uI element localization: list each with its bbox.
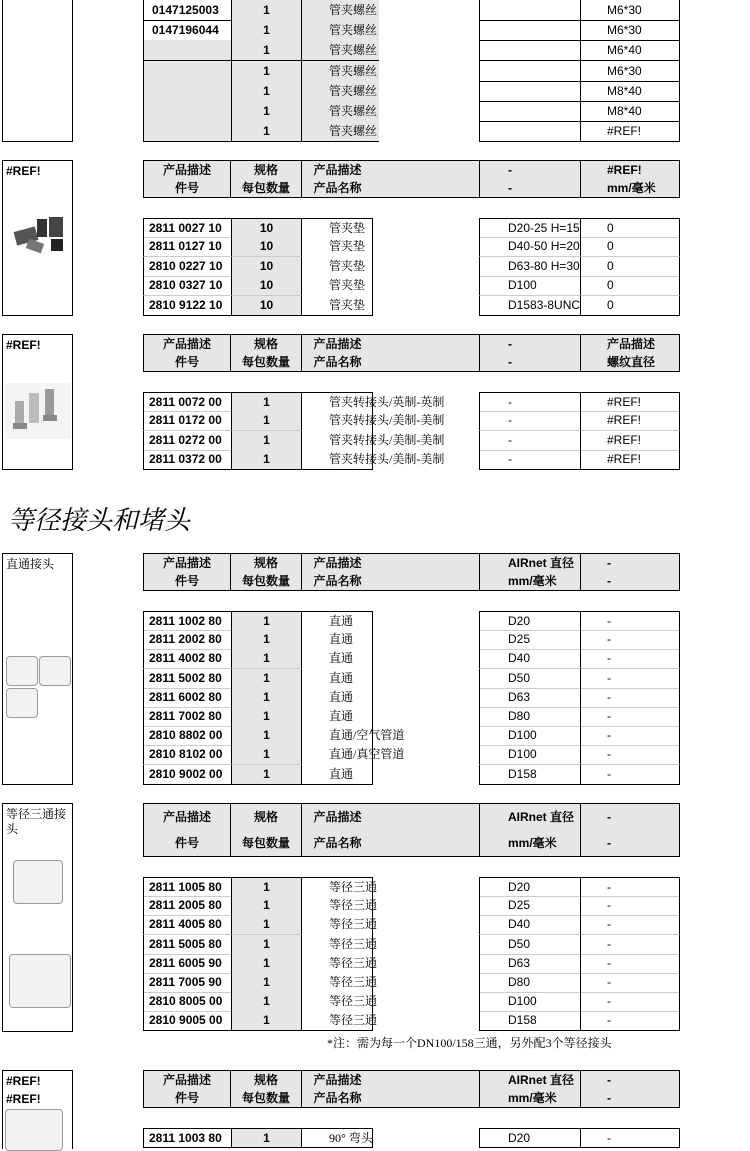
part-number-cell: 2811 7002 80 — [143, 707, 231, 727]
value-cell: - — [580, 896, 680, 916]
header-name: 产品名称 — [302, 572, 373, 591]
product-name-cell: 管夹转接头/美制-美制 — [302, 450, 373, 470]
header-name: 产品描述 — [302, 553, 373, 572]
diameter-cell: D63 — [479, 954, 580, 974]
product-name-cell: 管夹螺丝 — [302, 81, 379, 102]
product-name-cell: 管夹垫 — [302, 257, 373, 277]
header-name: 产品描述 — [302, 334, 373, 353]
part-number-cell: 2810 9002 00 — [143, 765, 231, 785]
part-number-cell: 2811 4005 80 — [143, 915, 231, 935]
diameter-cell: D158 — [479, 1011, 580, 1031]
diameter-cell: D40 — [479, 915, 580, 935]
blank-cell — [479, 40, 580, 61]
header-spec: 规格 — [231, 334, 302, 353]
header-part: 件号 — [143, 572, 231, 591]
product-name-cell: 等径三通 — [302, 973, 373, 993]
header-part: 件号 — [143, 830, 231, 857]
part-number-cell: 2811 7005 90 — [143, 973, 231, 993]
blank-cell — [479, 121, 580, 142]
header-value: 螺纹直径 — [580, 353, 680, 372]
value-cell: 0 — [580, 218, 680, 238]
quantity-cell: 1 — [231, 973, 302, 993]
diameter-cell: D20-25 H=15 — [479, 218, 580, 238]
pad-side-title: #REF! — [6, 164, 41, 178]
part-number-cell: 2811 0072 00 — [143, 392, 231, 412]
value-cell: - — [580, 745, 680, 765]
value-cell: - — [580, 611, 680, 631]
blank-cell — [479, 101, 580, 122]
header-value: 产品描述 — [580, 334, 680, 353]
spec-cell: M6*30 — [580, 20, 680, 41]
part-number-cell — [143, 121, 231, 142]
section-title: 等径接头和堵头 — [8, 506, 191, 535]
diameter-cell: D63 — [479, 688, 580, 708]
header-gap — [373, 353, 479, 372]
value-cell: - — [580, 973, 680, 993]
header-diameter: AIRnet 直径 — [479, 803, 580, 830]
header-spec: 每包数量 — [231, 1089, 302, 1108]
product-name-cell: 等径三通 — [302, 935, 373, 955]
adapter-side-title: #REF! — [6, 338, 41, 352]
diameter-cell: D100 — [479, 745, 580, 765]
elbow-image — [5, 1109, 63, 1151]
part-number-cell — [143, 61, 231, 82]
header-value: - — [580, 553, 680, 572]
value-cell: - — [580, 877, 680, 897]
value-cell: #REF! — [580, 431, 680, 451]
part-number-cell: 2811 2005 80 — [143, 896, 231, 916]
diameter-cell: D1583-8UNC — [479, 296, 580, 316]
quantity-cell: 1 — [231, 630, 302, 650]
product-name-cell: 管夹螺丝 — [302, 101, 379, 122]
diameter-cell: D20 — [479, 611, 580, 631]
quantity-cell: 1 — [231, 81, 302, 102]
product-name-cell: 管夹螺丝 — [302, 121, 379, 142]
header-value: - — [580, 572, 680, 591]
spec-cell: M6*30 — [580, 61, 680, 82]
quantity-cell: 1 — [231, 707, 302, 727]
spec-cell: #REF! — [580, 121, 680, 142]
value-cell: 0 — [580, 296, 680, 316]
header-part: 产品描述 — [143, 334, 231, 353]
diameter-cell: D20 — [479, 877, 580, 897]
quantity-cell: 1 — [231, 411, 302, 431]
quantity-cell: 1 — [231, 20, 302, 41]
value-cell: - — [580, 669, 680, 689]
clamp-adapter-image — [5, 383, 71, 439]
header-part: 件号 — [143, 179, 231, 198]
adapter-side-box — [2, 334, 73, 470]
part-number-cell — [143, 40, 231, 61]
part-number-cell — [143, 101, 231, 122]
diameter-cell: D20 — [479, 1128, 580, 1148]
value-cell: #REF! — [580, 450, 680, 470]
product-name-cell: 等径三通 — [302, 915, 373, 935]
header-gap — [373, 1089, 479, 1108]
value-cell: 0 — [580, 276, 680, 296]
quantity-cell: 1 — [231, 765, 302, 785]
elbow-side-title-2: #REF! — [6, 1092, 41, 1106]
product-name-cell: 直通 — [302, 765, 373, 785]
header-diameter: - — [479, 160, 580, 179]
elbow-side-box — [2, 1070, 73, 1149]
diameter-cell: D100 — [479, 726, 580, 746]
straight-side-title: 直通接头 — [6, 557, 55, 571]
product-name-cell: 等径三通 — [302, 877, 373, 897]
tee-image-2 — [9, 954, 71, 1008]
header-part: 件号 — [143, 353, 231, 372]
quantity-cell: 1 — [231, 745, 302, 765]
quantity-cell: 1 — [231, 40, 302, 61]
quantity-cell: 1 — [231, 877, 302, 897]
diameter-cell: D50 — [479, 935, 580, 955]
header-diameter: - — [479, 353, 580, 372]
quantity-cell: 1 — [231, 669, 302, 689]
quantity-cell: 1 — [231, 431, 302, 451]
product-name-cell: 直通/空气管道 — [302, 726, 373, 746]
header-spec: 规格 — [231, 553, 302, 572]
product-name-cell: 管夹垫 — [302, 296, 373, 316]
header-gap — [373, 572, 479, 591]
diameter-cell: D40-50 H=20 — [479, 237, 580, 257]
header-gap — [373, 160, 479, 179]
value-cell: - — [580, 915, 680, 935]
product-name-cell: 管夹螺丝 — [302, 20, 379, 41]
part-number-cell: 2811 0127 10 — [143, 237, 231, 257]
value-cell: - — [580, 630, 680, 650]
spec-cell: M8*40 — [580, 101, 680, 122]
header-spec: 每包数量 — [231, 179, 302, 198]
product-name-cell: 直通/真空管道 — [302, 745, 373, 765]
header-spec: 每包数量 — [231, 572, 302, 591]
value-cell: - — [580, 726, 680, 746]
part-number-cell: 2811 4002 80 — [143, 649, 231, 669]
diameter-cell: D50 — [479, 669, 580, 689]
quantity-cell: 1 — [231, 1011, 302, 1031]
product-name-cell: 管夹螺丝 — [302, 0, 379, 21]
quantity-cell: 10 — [231, 276, 302, 296]
header-spec: 每包数量 — [231, 353, 302, 372]
product-name-cell: 直通 — [302, 669, 373, 689]
header-gap — [373, 334, 479, 353]
quantity-cell: 1 — [231, 649, 302, 669]
quantity-cell: 1 — [231, 611, 302, 631]
part-number-cell: 2811 2002 80 — [143, 630, 231, 650]
value-cell: - — [580, 649, 680, 669]
product-name-cell: 管夹螺丝 — [302, 61, 379, 82]
value-cell: - — [580, 992, 680, 1012]
straight-coupling-image-1 — [6, 656, 38, 686]
header-spec: 规格 — [231, 160, 302, 179]
value-cell: - — [580, 1011, 680, 1031]
elbow-side-title-1: #REF! — [6, 1074, 41, 1088]
header-name: 产品名称 — [302, 830, 373, 857]
tee-side-title: 等径三通接头 — [6, 807, 67, 836]
tee-note: *注：需为每一个DN100/158三通，另外配3个等径接头 — [327, 1036, 612, 1050]
header-value: - — [580, 830, 680, 857]
part-number-cell — [143, 81, 231, 102]
header-diameter: - — [479, 334, 580, 353]
diameter-cell: D80 — [479, 973, 580, 993]
part-number-cell: 2811 0372 00 — [143, 450, 231, 470]
straight-table — [143, 553, 680, 785]
straight-side-box — [2, 553, 73, 785]
blank-cell — [479, 20, 580, 41]
diameter-cell: D80 — [479, 707, 580, 727]
header-name: 产品描述 — [302, 160, 373, 179]
value-cell: - — [580, 935, 680, 955]
diameter-cell: D40 — [479, 649, 580, 669]
header-part: 产品描述 — [143, 1070, 231, 1089]
pad-side-box — [2, 160, 73, 316]
header-gap — [373, 1070, 479, 1089]
value-cell: 0 — [580, 237, 680, 257]
part-number-cell: 0147196044 — [143, 20, 231, 41]
quantity-cell: 1 — [231, 450, 302, 470]
part-number-cell: 2811 6002 80 — [143, 688, 231, 708]
value-cell: - — [580, 765, 680, 785]
part-number-cell: 2810 8102 00 — [143, 745, 231, 765]
part-number-cell: 2811 1003 80 — [143, 1128, 231, 1148]
header-diameter: mm/毫米 — [479, 572, 580, 591]
quantity-cell: 1 — [231, 61, 302, 82]
value-cell: - — [580, 688, 680, 708]
part-number-cell: 2811 0272 00 — [143, 431, 231, 451]
product-name-cell: 管夹转接头/英制-英制 — [302, 392, 373, 412]
value-cell: #REF! — [580, 411, 680, 431]
product-name-cell: 直通 — [302, 649, 373, 669]
quantity-cell: 1 — [231, 1128, 302, 1148]
header-spec: 每包数量 — [231, 830, 302, 857]
header-part: 产品描述 — [143, 553, 231, 572]
straight-coupling-image-3 — [6, 688, 38, 718]
product-name-cell: 直通 — [302, 611, 373, 631]
spec-cell: M8*40 — [580, 81, 680, 102]
header-part: 产品描述 — [143, 803, 231, 830]
part-number-cell: 2811 6005 90 — [143, 954, 231, 974]
header-value: #REF! — [580, 160, 680, 179]
product-name-cell: 等径三通 — [302, 1011, 373, 1031]
spec-cell: M6*40 — [580, 40, 680, 61]
header-diameter: AIRnet 直径 — [479, 553, 580, 572]
header-spec: 规格 — [231, 803, 302, 830]
quantity-cell: 1 — [231, 915, 302, 935]
header-spec: 规格 — [231, 1070, 302, 1089]
value-cell: - — [580, 707, 680, 727]
diameter-cell: D25 — [479, 630, 580, 650]
header-value: - — [580, 1089, 680, 1108]
diameter-cell: - — [479, 450, 580, 470]
header-value: mm/毫米 — [580, 179, 680, 198]
header-part: 产品描述 — [143, 160, 231, 179]
part-number-cell: 0147125003 — [143, 0, 231, 21]
header-gap — [373, 179, 479, 198]
product-name-cell: 管夹转接头/美制-美制 — [302, 411, 373, 431]
quantity-cell: 10 — [231, 257, 302, 277]
top-side-box — [2, 0, 73, 142]
value-cell: - — [580, 954, 680, 974]
product-name-cell: 管夹螺丝 — [302, 40, 379, 61]
value-cell: 0 — [580, 257, 680, 277]
diameter-cell: D100 — [479, 276, 580, 296]
header-name: 产品名称 — [302, 353, 373, 372]
straight-coupling-image-2 — [39, 656, 71, 686]
header-name: 产品名称 — [302, 179, 373, 198]
product-name-cell: 直通 — [302, 630, 373, 650]
blank-cell — [479, 61, 580, 82]
value-cell: - — [580, 1128, 680, 1148]
product-name-cell: 管夹垫 — [302, 237, 373, 257]
product-name-cell: 直通 — [302, 707, 373, 727]
product-name-cell: 等径三通 — [302, 896, 373, 916]
part-number-cell: 2811 1002 80 — [143, 611, 231, 631]
header-diameter: AIRnet 直径 — [479, 1070, 580, 1089]
pad-table — [143, 160, 680, 316]
quantity-cell: 1 — [231, 101, 302, 122]
product-name-cell: 等径三通 — [302, 954, 373, 974]
header-name: 产品名称 — [302, 1089, 373, 1108]
diameter-cell: D100 — [479, 992, 580, 1012]
product-name-cell: 等径三通 — [302, 992, 373, 1012]
part-number-cell: 2811 5002 80 — [143, 669, 231, 689]
product-name-cell: 管夹垫 — [302, 276, 373, 296]
quantity-cell: 10 — [231, 296, 302, 316]
part-number-cell: 2810 0227 10 — [143, 257, 231, 277]
diameter-cell: D158 — [479, 765, 580, 785]
header-name: 产品描述 — [302, 1070, 373, 1089]
header-part: 件号 — [143, 1089, 231, 1108]
header-gap — [373, 803, 479, 830]
header-value: - — [580, 1070, 680, 1089]
quantity-cell: 1 — [231, 954, 302, 974]
part-number-cell: 2810 8802 00 — [143, 726, 231, 746]
blank-cell — [479, 0, 580, 21]
diameter-cell: D25 — [479, 896, 580, 916]
tee-image-1 — [13, 860, 63, 904]
part-number-cell: 2810 8005 00 — [143, 992, 231, 1012]
top-table — [143, 0, 680, 142]
quantity-cell: 1 — [231, 121, 302, 142]
blank-cell — [479, 81, 580, 102]
spec-cell: M6*30 — [580, 0, 680, 21]
elbow-table — [143, 1070, 680, 1149]
quantity-cell: 1 — [231, 935, 302, 955]
diameter-cell: - — [479, 411, 580, 431]
part-number-cell: 2811 1005 80 — [143, 877, 231, 897]
part-number-cell: 2811 5005 80 — [143, 935, 231, 955]
pipe-clamp-pad-image — [7, 211, 71, 261]
quantity-cell: 1 — [231, 688, 302, 708]
quantity-cell: 10 — [231, 237, 302, 257]
part-number-cell: 2810 0327 10 — [143, 276, 231, 296]
header-value: - — [580, 803, 680, 830]
diameter-cell: - — [479, 392, 580, 412]
part-number-cell: 2811 0172 00 — [143, 411, 231, 431]
part-number-cell: 2811 0027 10 — [143, 218, 231, 238]
value-cell: #REF! — [580, 392, 680, 412]
product-name-cell: 管夹垫 — [302, 218, 373, 238]
header-diameter: mm/毫米 — [479, 1089, 580, 1108]
product-name-cell: 管夹转接头/美制-美制 — [302, 431, 373, 451]
diameter-cell: D63-80 H=30 — [479, 257, 580, 277]
quantity-cell: 1 — [231, 992, 302, 1012]
product-name-cell: 90° 弯头 — [302, 1128, 373, 1148]
header-diameter: mm/毫米 — [479, 830, 580, 857]
part-number-cell: 2810 9122 10 — [143, 296, 231, 316]
quantity-cell: 1 — [231, 0, 302, 21]
part-number-cell: 2810 9005 00 — [143, 1011, 231, 1031]
quantity-cell: 1 — [231, 896, 302, 916]
product-name-cell: 直通 — [302, 688, 373, 708]
quantity-cell: 1 — [231, 392, 302, 412]
header-gap — [373, 830, 479, 857]
header-diameter: - — [479, 179, 580, 198]
tee-side-box — [2, 803, 73, 1032]
tee-table — [143, 803, 680, 1032]
header-gap — [373, 553, 479, 572]
header-name: 产品描述 — [302, 803, 373, 830]
quantity-cell: 1 — [231, 726, 302, 746]
diameter-cell: - — [479, 431, 580, 451]
adapter-table — [143, 334, 680, 470]
quantity-cell: 10 — [231, 218, 302, 238]
